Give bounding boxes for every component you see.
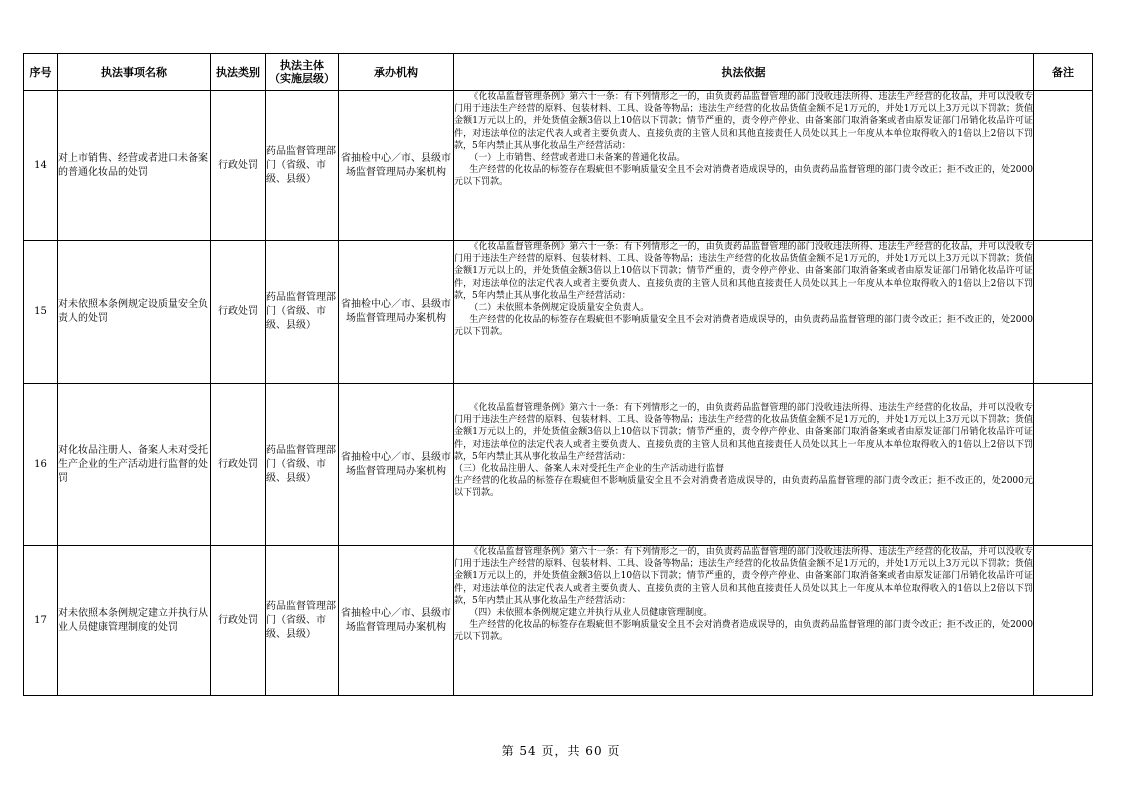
header-subject (266, 54, 339, 91)
row-subject: 药品监督管理部门（省级、市级、县级） (266, 546, 339, 696)
basis-main: 《化妆品监督管理条例》第六十一条：有下列情形之一的，由负责药品监督管理的部门没收违法所得、违法生产经营的化妆品，并可以没收专门用于违法生产经营的原料、包装材料、工具、设备等物品；违法生产经营的化妆品货值金额不足1万元的，并处1万元以上3万元以下罚款；货值金额1万元以上的，并处货值金额3倍以上10倍以下罚款；情节严重的，责令停产停业、由备案部门取消备案或者由原发证部门吊销化妆品许可证件，对违法单位的法定代表人或者主要负责人、直接负责的主管人员和其他直接责任人员处以其上一年度从本单位取得收入的1倍以上2倍以下罚款，5年内禁止其从事化妆品生产经营活动： (454, 547, 1033, 606)
row-basis (454, 546, 1034, 696)
table-row (24, 241, 1093, 384)
header-subject-line1: 执法主体 (280, 59, 324, 72)
header-category: 执法类别 (211, 54, 266, 91)
row-category: 行政处罚 (211, 241, 266, 384)
row-name: 对未依照本条例规定建立并执行从业人员健康管理制度的处罚 (58, 546, 211, 696)
basis-tail: 生产经营的化妆品的标签存在瑕疵但不影响质量安全且不会对消费者造成误导的，由负责药品监督管理的部门责令改正；拒不改正的，处2000元以下罚款。 (454, 476, 1033, 499)
row-category: 行政处罚 (211, 91, 266, 241)
basis-item: （四）未依照本条例规定建立并执行从业人员健康管理制度。 (469, 608, 713, 619)
row-seq: 17 (24, 546, 58, 696)
row-basis (454, 384, 1034, 546)
row-agency: 省抽检中心／市、县级市场监督管理局办案机构 (339, 384, 454, 546)
basis-item: （二）未依照本条例规定设质量安全负责人。 (469, 303, 650, 314)
row-agency: 省抽检中心／市、县级市场监督管理局办案机构 (339, 546, 454, 696)
basis-main: 《化妆品监督管理条例》第六十一条：有下列情形之一的，由负责药品监督管理的部门没收违法所得、违法生产经营的化妆品，并可以没收专门用于违法生产经营的原料、包装材料、工具、设备等物品；违法生产经营的化妆品货值金额不足1万元的，并处1万元以上3万元以下罚款；货值金额1万元以上的，并处货值金额3倍以上10倍以下罚款；情节严重的，责令停产停业、由备案部门取消备案或者由原发证部门吊销化妆品许可证件，对违法单位的法定代表人或者主要负责人、直接负责的主管人员和其他直接责任人员处以其上一年度从本单位取得收入的1倍以上2倍以下罚款，5年内禁止其从事化妆品生产经营活动： (454, 403, 1033, 462)
row-subject: 药品监督管理部门（省级、市级、县级） (266, 241, 339, 384)
row-basis (454, 91, 1034, 241)
header-name: 执法事项名称 (58, 54, 211, 91)
header-basis: 执法依据 (454, 54, 1034, 91)
row-remark (1034, 241, 1093, 384)
table-row (24, 384, 1093, 546)
row-agency: 省抽检中心／市、县级市场监督管理局办案机构 (339, 241, 454, 384)
enforcement-table (23, 53, 1093, 696)
row-seq: 14 (24, 91, 58, 241)
row-basis (454, 241, 1034, 384)
basis-item: （三）化妆品注册人、备案人未对受托生产企业的生产活动进行监督 (454, 464, 725, 475)
basis-tail: 生产经营的化妆品的标签存在瑕疵但不影响质量安全且不会对消费者造成误导的，由负责药品监督管理的部门责令改正；拒不改正的，处2000元以下罚款。 (454, 165, 1033, 188)
table-row (24, 546, 1093, 696)
row-name: 对未依照本条例规定设质量安全负责人的处罚 (58, 241, 211, 384)
header-subject-line2: （实施层级） (269, 72, 335, 85)
row-remark (1034, 384, 1093, 546)
row-name: 对上市销售、经营或者进口未备案的普通化妆品的处罚 (58, 91, 211, 241)
header-seq: 序号 (24, 54, 58, 91)
basis-main: 《化妆品监督管理条例》第六十一条：有下列情形之一的，由负责药品监督管理的部门没收违法所得、违法生产经营的化妆品，并可以没收专门用于违法生产经营的原料、包装材料、工具、设备等物品；违法生产经营的化妆品货值金额不足1万元的，并处1万元以上3万元以下罚款；货值金额1万元以上的，并处货值金额3倍以上10倍以下罚款；情节严重的，责令停产停业、由备案部门取消备案或者由原发证部门吊销化妆品许可证件，对违法单位的法定代表人或者主要负责人、直接负责的主管人员和其他直接责任人员处以其上一年度从本单位取得收入的1倍以上2倍以下罚款，5年内禁止其从事化妆品生产经营活动： (454, 92, 1033, 151)
row-name: 对化妆品注册人、备案人未对受托生产企业的生产活动进行监督的处罚 (58, 384, 211, 546)
basis-item: （一）上市销售、经营或者进口未备案的普通化妆品。 (469, 153, 686, 164)
basis-tail: 生产经营的化妆品的标签存在瑕疵但不影响质量安全且不会对消费者造成误导的，由负责药品监督管理的部门责令改正；拒不改正的，处2000元以下罚款。 (454, 315, 1033, 338)
row-category: 行政处罚 (211, 546, 266, 696)
row-remark (1034, 91, 1093, 241)
row-subject: 药品监督管理部门（省级、市级、县级） (266, 91, 339, 241)
row-remark (1034, 546, 1093, 696)
row-agency: 省抽检中心／市、县级市场监督管理局办案机构 (339, 91, 454, 241)
table-row (24, 91, 1093, 241)
basis-tail: 生产经营的化妆品的标签存在瑕疵但不影响质量安全且不会对消费者造成误导的，由负责药品监督管理的部门责令改正；拒不改正的，处2000元以下罚款。 (454, 620, 1033, 643)
row-category: 行政处罚 (211, 384, 266, 546)
row-seq: 15 (24, 241, 58, 384)
basis-main: 《化妆品监督管理条例》第六十一条：有下列情形之一的，由负责药品监督管理的部门没收违法所得、违法生产经营的化妆品，并可以没收专门用于违法生产经营的原料、包装材料、工具、设备等物品；违法生产经营的化妆品货值金额不足1万元的，并处1万元以上3万元以下罚款；货值金额1万元以上的，并处货值金额3倍以上10倍以下罚款；情节严重的，责令停产停业、由备案部门取消备案或者由原发证部门吊销化妆品许可证件，对违法单位的法定代表人或者主要负责人、直接负责的主管人员和其他直接责任人员处以其上一年度从本单位取得收入的1倍以上2倍以下罚款，5年内禁止其从事化妆品生产经营活动： (454, 242, 1033, 301)
header-agency: 承办机构 (339, 54, 454, 91)
header-row (24, 54, 1093, 91)
row-subject: 药品监督管理部门（省级、市级、县级） (266, 384, 339, 546)
row-seq: 16 (24, 384, 58, 546)
page-number: 第 54 页，共 60 页 (501, 744, 621, 758)
header-remark: 备注 (1034, 54, 1093, 91)
